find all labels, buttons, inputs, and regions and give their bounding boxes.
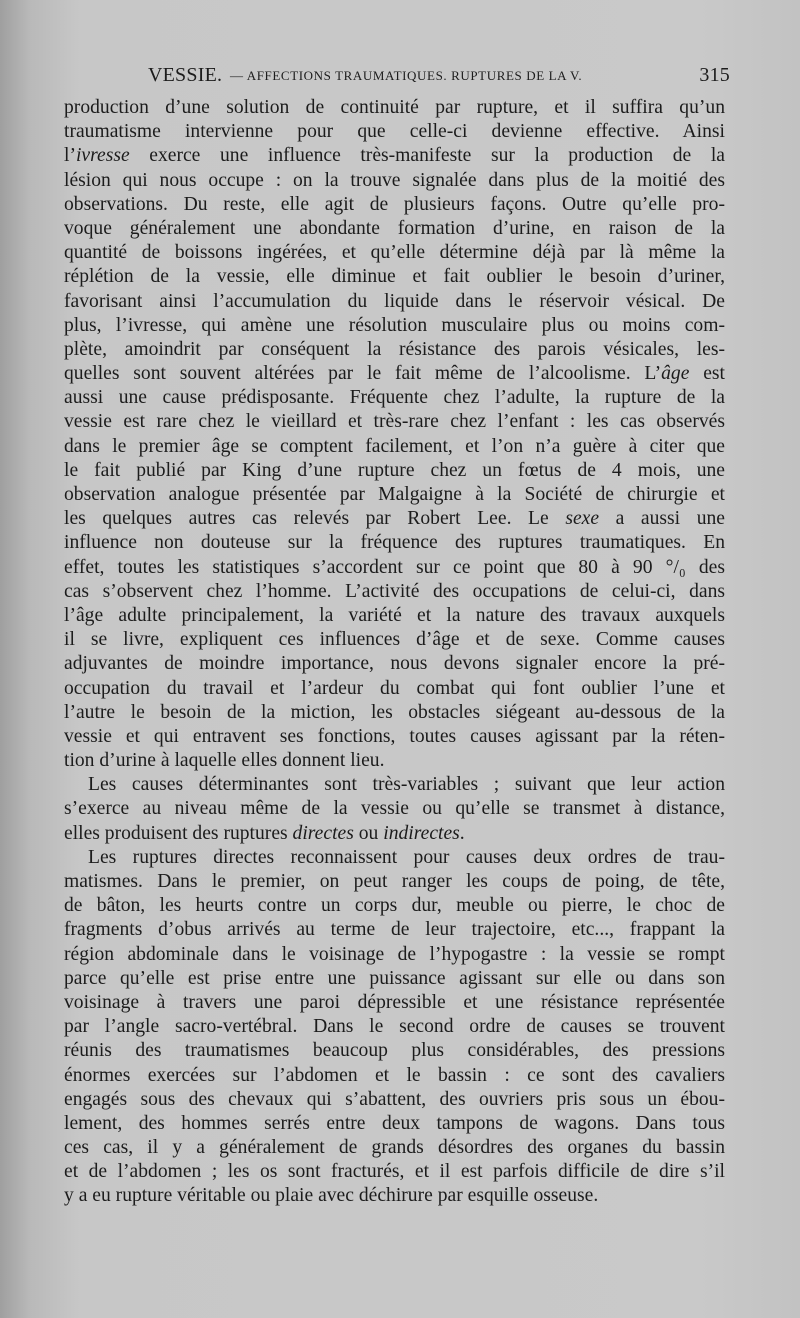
running-header [148,64,730,90]
text-line [64,435,725,459]
header-title: VESSIE. [148,64,223,86]
text-segment: tion d’urine à laquelle elles donnent lieu. [64,750,385,772]
text-segment: aussi une cause prédisposante. Fréquente chez l’adulte, la rupture de la [64,387,725,409]
text-line [64,362,725,386]
text-line [64,1112,725,1136]
text-segment: Les ruptures directes reconnaissent pour causes deux ordres de trau- [88,846,725,868]
text-line [64,1015,725,1039]
italic-term: directes [292,822,354,844]
text-line [64,217,725,241]
text-segment: l’âge adulte principalement, la variété et la nature des travaux auxquels [64,604,725,626]
italic-term: ivresse [75,145,130,167]
text-segment: exerce une influence très-manifeste sur la production de la [129,145,725,167]
text-line [64,773,725,797]
italic-term: sexe [565,508,600,530]
text-line [64,483,725,507]
text-line [64,120,725,144]
text-segment: les quelques autres cas relevés par Robert Lee. Le [64,508,566,530]
text-segment: réplétion de la vessie, elle diminue et fait oublier le besoin d’uriner, [64,266,725,288]
text-segment: lésion qui nous occupe : on la trouve signalée dans plus de la moitié des [64,169,725,191]
text-line [64,169,725,193]
text-segment: Les causes déterminantes sont très-variables ; suivant que leur action [88,774,725,796]
text-line [64,701,725,725]
text-line [64,725,725,749]
text-segment: plète, amoindrit par conséquent la résistance des parois vésicales, les- [64,338,725,360]
text-line [64,556,725,580]
text-line [64,894,725,918]
text-segment: l’autre le besoin de la miction, les obstacles siégeant au-dessous de la [64,701,725,723]
text-line [64,628,725,652]
text-line [64,193,725,217]
text-line [64,531,725,555]
text-line [64,918,725,942]
text-line [64,870,725,894]
text-segment: l’ [64,145,76,167]
text-segment: traumatisme intervienne pour que celle-ci devienne effective. Ainsi [64,121,725,143]
text-segment: occupation du travail et l’ardeur du combat qui font oublier l’une et [64,677,725,699]
text-segment: de bâton, les heurts contre un corps dur, meuble ou pierre, le choc de [64,895,725,917]
text-segment: y a eu rupture véritable ou plaie avec déchirure par esquille osseuse. [64,1185,599,1207]
text-segment: observations. Du reste, elle agit de plusieurs façons. Outre qu’elle pro- [64,193,725,215]
text-segment: quelles sont souvent altérées par le fait même de l’alcoolisme. L’ [64,363,662,385]
text-segment: le fait publié par King d’une rupture chez un fœtus de 4 mois, une [64,459,725,481]
text-segment: adjuvantes de moindre importance, nous devons signaler encore la pré- [64,653,725,675]
text-segment: plus, l’ivresse, qui amène une résolution musculaire plus ou moins com- [64,314,725,336]
text-line [64,1039,725,1063]
text-line [64,677,725,701]
text-segment: dans le premier âge se comptent facilement, et l’on n’a guère à citer que [64,435,725,457]
text-segment: ces cas, il y a généralement de grands désordres des organes du bassin [64,1137,725,1159]
text-line [64,386,725,410]
text-segment: vessie est rare chez le vieillard et très-rare chez l’enfant : les cas observés [64,411,725,433]
text-line [64,1064,725,1088]
italic-term: âge [661,363,690,385]
text-segment: ou [353,822,384,844]
text-segment: fragments d’obus arrivés au terme de leur trajectoire, etc..., frappant la [64,919,725,941]
text-line [64,943,725,967]
text-segment: quantité de boissons ingérées, et qu’elle détermine déjà par là même la [64,242,725,264]
text-line [64,991,725,1015]
text-line [64,1160,725,1184]
text-segment: influence non douteuse sur la fréquence des ruptures traumatiques. En [64,532,725,554]
text-line [64,144,725,168]
text-line [64,822,725,846]
text-segment: effet, toutes les statistiques s’accordent sur ce point que 80 à 90 °/₀ des [64,556,725,578]
text-segment: région abdominale dans le voisinage de l’hypogastre : la vessie se rompt [64,943,725,965]
text-segment: vessie et qui entravent ses fonctions, toutes causes agissant par la réten- [64,725,725,747]
text-segment: réunis des traumatismes beaucoup plus considérables, des pressions [64,1040,725,1062]
text-line [64,96,725,120]
text-segment: par l’angle sacro-vertébral. Dans le second ordre de causes se trouvent [64,1016,725,1038]
text-segment: il se livre, expliquent ces influences d’âge et de sexe. Comme causes [64,629,725,651]
text-line [64,459,725,483]
text-segment: voisinage à travers une paroi dépressible et une résistance représentée [64,991,725,1013]
text-line [64,580,725,604]
text-line [64,265,725,289]
text-line [64,290,725,314]
text-line [64,314,725,338]
text-line [64,338,725,362]
text-segment: s’exerce au niveau même de la vessie ou qu’elle se transmet à distance, [64,798,725,820]
italic-term: indirectes [383,822,460,844]
text-segment: voque généralement une abondante formation d’urine, en raison de la [64,217,725,239]
text-line [64,1184,725,1208]
text-segment: parce qu’elle est prise entre une puissance agissant sur elle ou dans son [64,967,725,989]
text-line [64,652,725,676]
text-segment: production d’une solution de continuité par rupture, et il suffira qu’un [64,97,725,118]
text-segment: énormes exercées sur l’abdomen et le bassin : ce sont des cavaliers [64,1064,725,1086]
page-number: 315 [699,64,730,86]
text-line [64,846,725,870]
text-segment: cas s’observent chez l’homme. L’activité des occupations de celui-ci, dans [64,580,725,602]
text-segment: favorisant ainsi l’accumulation du liquide dans le réservoir vésical. De [64,290,725,312]
text-line [64,1136,725,1160]
text-segment: elles produisent des ruptures [64,822,293,844]
text-line [64,604,725,628]
text-segment: lement, des hommes serrés entre deux tampons de wagons. Dans tous [64,1112,725,1134]
text-segment: . [459,822,465,844]
text-line [64,410,725,434]
text-line [64,1088,725,1112]
text-segment: observation analogue présentée par Malgaigne à la Société de chirurgie et [64,484,725,505]
text-line [64,241,725,265]
text-segment: et de l’abdomen ; les os sont fracturés, et il est parfois difficile de dire s’il [64,1161,725,1183]
text-line [64,507,725,531]
header-subtitle: — AFFECTIONS TRAUMATIQUES. RUPTURES DE LA V. [230,68,583,83]
body-text [64,96,725,1256]
text-segment: engagés sous des chevaux qui s’abattent, des ouvriers pris sous un ébou- [64,1088,725,1110]
text-line [64,967,725,991]
text-segment: matismes. Dans le premier, on peut ranger les coups de poing, de tête, [64,871,725,892]
text-line [64,797,725,821]
text-line [64,749,725,773]
text-segment: est [689,363,725,385]
text-segment: a aussi une [599,508,725,530]
